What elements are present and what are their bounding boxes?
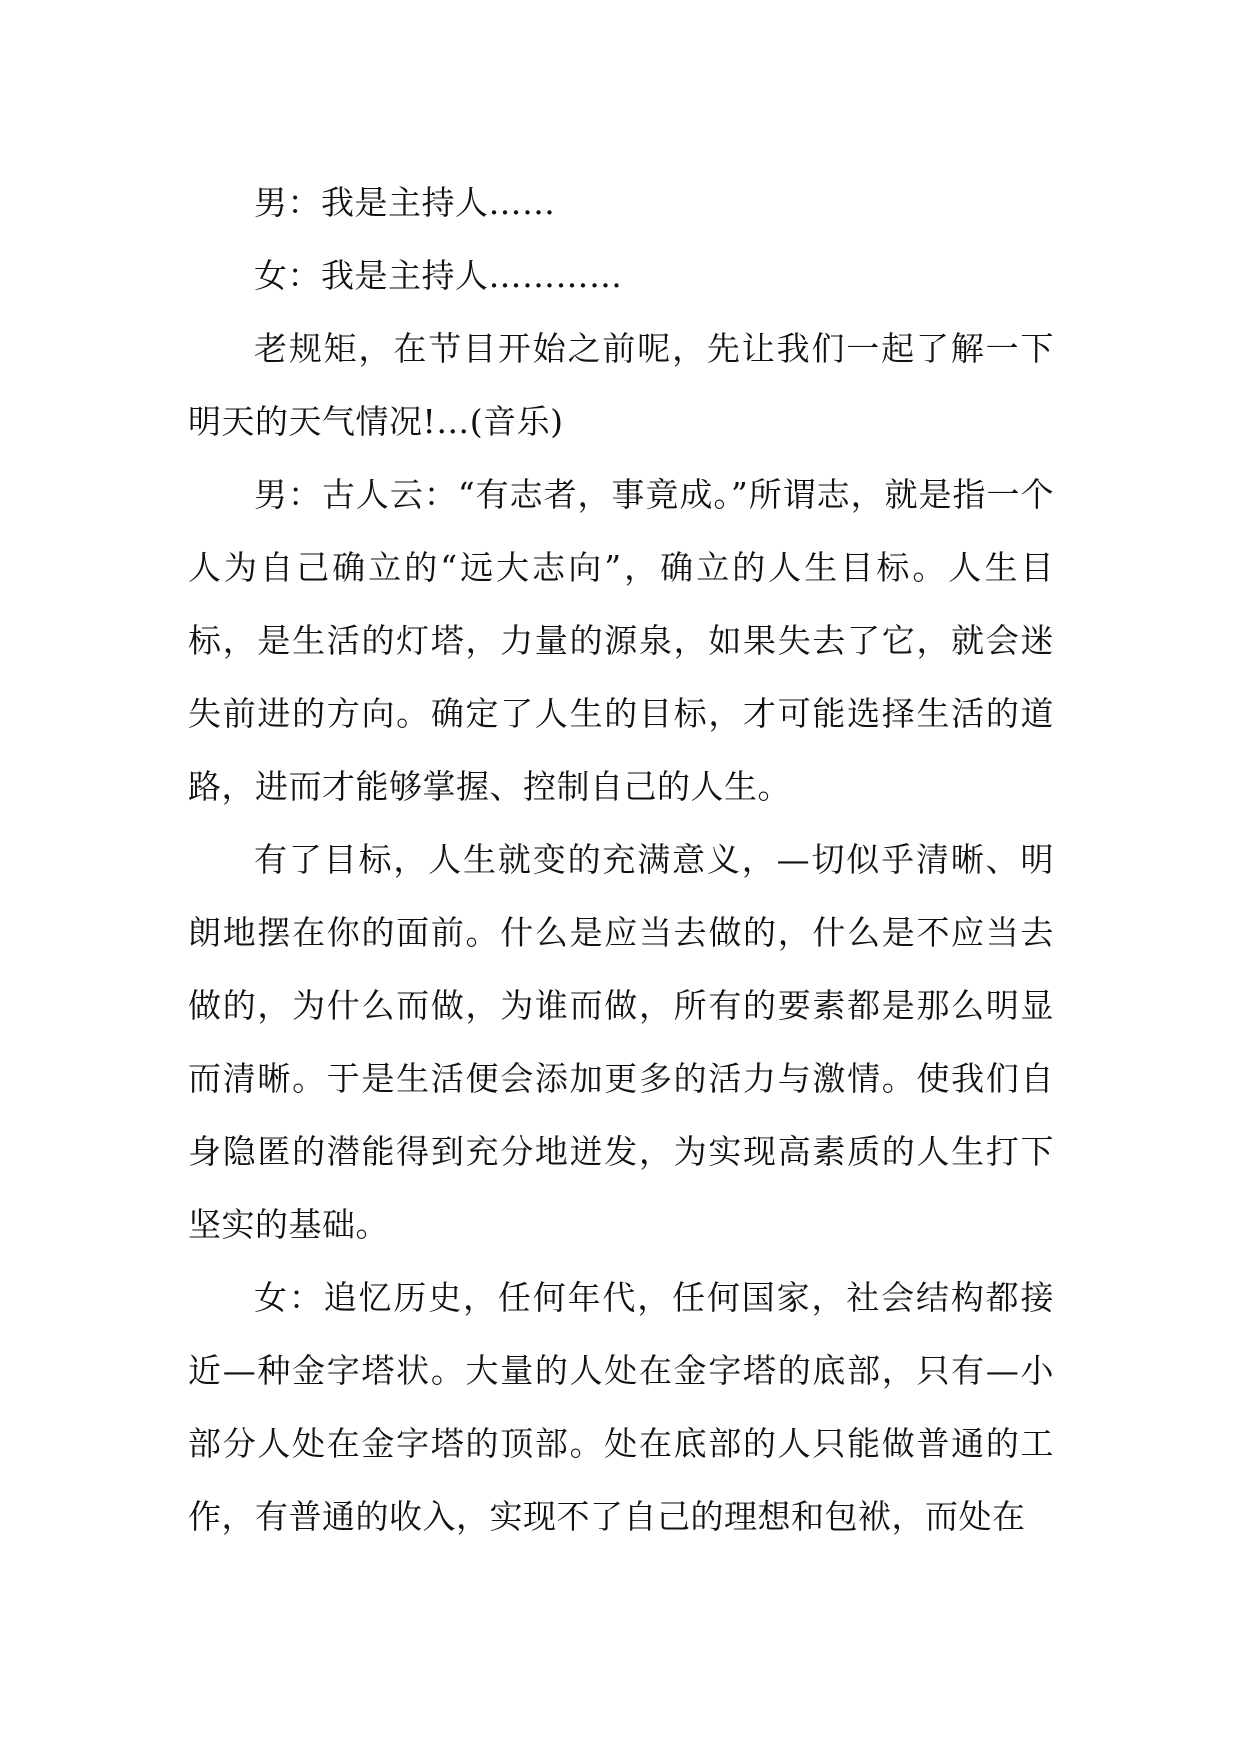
- paragraph-male-aspiration: 男：古人云：“有志者，事竟成。”所谓志，就是指一个人为自己确立的“远大志向”，确立的人生目标。人生目标，是生活的灯塔，力量的源泉，如果失去了它，就会迷失前进的方向。确定了人生的目标，才可能选择生活的道路，进而才能够掌握、控制自己的人生。: [188, 475, 1054, 806]
- paragraph-female-history: 女：追忆历史，任何年代，任何国家，社会结构都接近—种金字塔状。大量的人处在金字塔的底部，只有—小部分人处在金字塔的顶部。处在底部的人只能做普通的工作，有普通的收入，实现不了自己的理想和包袱，而处在: [188, 1278, 1054, 1536]
- paragraph-goal-meaning: 有了目标，人生就变的充满意义，—切似乎清晰、明朗地摆在你的面前。什么是应当去做的，什么是不应当去做的，为什么而做，为谁而做，所有的要素都是那么明显而清晰。于是生活便会添加更多的活力与激情。使我们自身隐匿的潜能得到充分地迸发，为实现高素质的人生打下坚实的基础。: [188, 840, 1054, 1244]
- paragraph-weather-transition: 老规矩，在节目开始之前呢，先让我们一起了解一下明天的天气情况!…(音乐): [188, 329, 1054, 441]
- paragraph-male-host-intro: 男：我是主持人……: [254, 183, 556, 222]
- paragraph-female-host-intro: 女：我是主持人…………: [254, 256, 623, 295]
- document-page: [188, 166, 1054, 1553]
